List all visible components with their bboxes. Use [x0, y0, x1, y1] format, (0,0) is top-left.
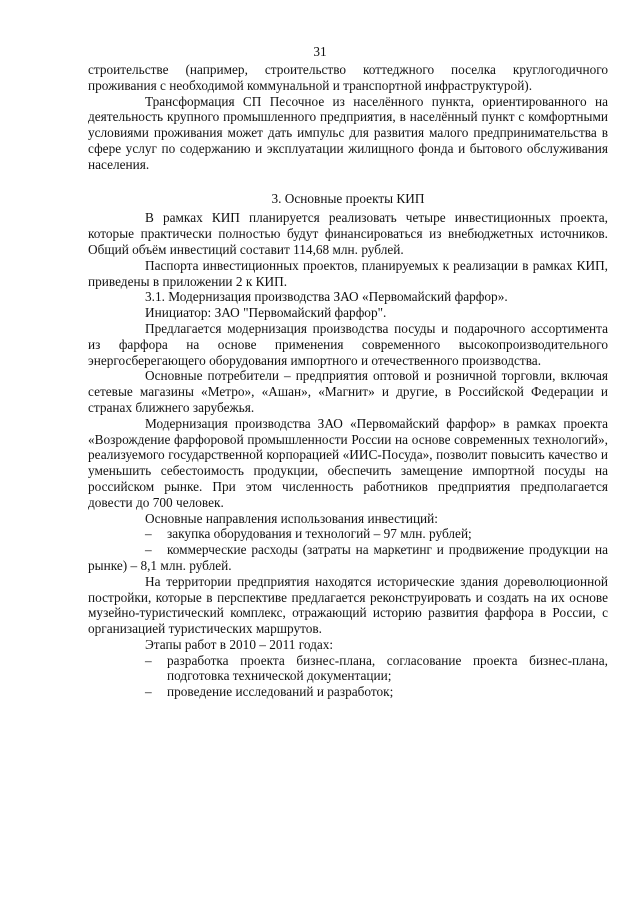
paragraph-transformation: Трансформация СП Песочное из населённого пункта, ориентированного на деятельность крупного промышленного предприятия, в населённый пункт с комфортными условиями проживания может дать импульс для развития малого предпринимательства в сфере услуг по содержанию и эксплуатации жилищного фонда и бытового обслуживания населения. [88, 93, 608, 172]
paragraph-modernization: Предлагается модернизация производства посуды и подарочного ассортимента из фарфора на основе применения современного высокопроизводительного энергосберегающего оборудования импортного и отечественного производства. [88, 320, 608, 368]
page-number: 31 [313, 44, 327, 59]
list-item-text: проведение исследований и разработок; [167, 684, 394, 700]
paragraph-project-scope: Модернизация производства ЗАО «Первомайский фарфор» в рамках проекта «Возрождение фарфоровой промышленности России на основе современных технологий», реализуемого государственной корпорацией «ИИС-Посуда», позволит повысить качество и уменьшить себестоимость продукции, обеспечить замещение импортной посуды на российском рынке. При этом численность работников предприятия предполагается довести до 700 человек. [88, 415, 608, 510]
paragraph-investment-directions: Основные направления использования инвестиций: [145, 510, 438, 526]
paragraph-investment-projects: В рамках КИП планируется реализовать четыре инвестиционных проекта, которые практически полностью будут финансироваться из внебюджетных источников. Общий объём инвестиций составит 114,68 млн. рублей. [88, 210, 608, 257]
paragraph-initiator: Инициатор: ЗАО "Первомайский фарфор". [145, 305, 387, 321]
list-item [88, 653, 608, 685]
paragraph-historic-buildings: На территории предприятия находятся исторические здания дореволюционной постройки, которые в перспективе предлагается реконструировать и создать на их основе музейно-туристический комплекс, отражающий историю развития фарфора в России, с организацией туристических маршрутов. [88, 573, 608, 637]
section-heading: 3. Основные проекты КИП [271, 190, 425, 206]
list-item [88, 684, 608, 700]
dash-marker: – [145, 526, 152, 542]
paragraph-continuation: строительстве (например, строительство коттеджного поселка круглогодичного проживания с необходимой коммунальной и транспортной инфраструктурой). [88, 62, 608, 93]
list-item-text: закупка оборудования и технологий – 97 млн. рублей; [167, 526, 472, 542]
paragraph-consumers: Основные потребители – предприятия оптовой и розничной торговли, включая сетевые магазины «Метро», «Ашан», «Магнит» и другие, в Российской Федерации и странах ближнего зарубежья. [88, 368, 608, 415]
paragraph-passports: Паспорта инвестиционных проектов, планируемых к реализации в рамках КИП, приведены в приложении 2 к КИП. [88, 257, 608, 289]
list-item [88, 526, 608, 542]
dash-marker: – [145, 684, 152, 700]
subsection-heading: 3.1. Модернизация производства ЗАО «Первомайский фарфор». [145, 289, 508, 305]
dash-marker: – [145, 652, 152, 668]
list-item-text: коммерческие расходы (затраты на маркетинг и продвижение продукции на рынке) – 8,1 млн. рублей. [88, 542, 608, 573]
list-item-text: разработка проекта бизнес-плана, согласование проекта бизнес-плана, подготовка технической документации; [167, 652, 608, 684]
dash-marker: – [145, 542, 152, 558]
document-body [88, 62, 608, 700]
list-item [88, 542, 608, 574]
paragraph-work-stages: Этапы работ в 2010 – 2011 годах: [145, 636, 334, 652]
